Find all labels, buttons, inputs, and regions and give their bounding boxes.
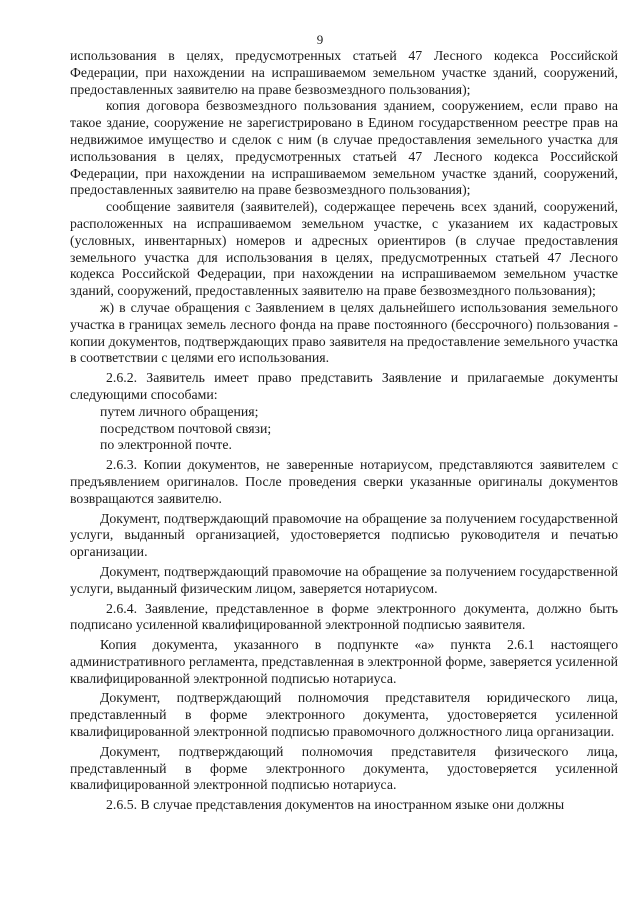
paragraph-item-zh: ж) в случае обращения с Заявлением в целях дальнейшего использования земельного участка в границах земель лесного фонда на праве постоянного (бессрочного) пользования - копии документов, подтверждающих право заявителя на предоставление земельного участка в соответствии с целями его использования. — [70, 299, 618, 366]
document-body — [70, 48, 618, 814]
paragraph-applicant-message: сообщение заявителя (заявителей), содержащее перечень всех зданий, сооружений, расположенных на испрашиваемом земельном участке, с указанием их кадастровых (условных, инвентарных) номеров и адресных ориентиров (в случае предоставления земельного участка для использования в целях, предусмотренных статьей 47 Лесного кодекса Российской Федерации, при нахождении на испрашиваемом земельном участке зданий, сооружений, предоставленных заявителю на праве безвозмездного пользования); — [70, 199, 618, 299]
paragraph-2-6-3: 2.6.3. Копии документов, не заверенные нотариусом, представляются заявителем с предъявлением оригиналов. После проведения сверки указанные оригиналы документов возвращаются заявителю. — [70, 457, 618, 506]
list-item-email: по электронной почте. — [100, 437, 232, 453]
page-number: 9 — [316, 32, 324, 47]
paragraph-legal-representative: Документ, подтверждающий полномочия представителя юридического лица, представленный в форме электронного документа, удостоверяется усиленной квалифицированной электронной подписью правомочного должностного лица организации. — [70, 690, 618, 740]
paragraph-2-6-2: 2.6.2. Заявитель имеет право представить Заявление и прилагаемые документы следующими способами: — [70, 370, 618, 402]
list-item-personal: путем личного обращения; — [100, 403, 259, 419]
paragraph-contract-copy: копия договора безвозмездного пользования зданием, сооружением, если право на такое здание, сооружение не зарегистрировано в Едином государственном реестре прав на недвижимое имущество и сделок с ним (в случае предоставления земельного участка для использования в целях, предусмотренных статьей 47 Лесного кодекса Российской Федерации, при нахождении на испрашиваемом земельном участке зданий, сооружений, предоставленных заявителю на праве безвозмездного пользования); — [70, 98, 618, 198]
paragraph-org-document: Документ, подтверждающий правомочие на обращение за получением государственной услуги, выданный организацией, удостоверяется подписью руководителя и печатью организации. — [70, 510, 618, 560]
paragraph-continuation: использования в целях, предусмотренных статьей 47 Лесного кодекса Российской Федерации, при нахождении на испрашиваемом земельном участке зданий, сооружений, предоставленных заявителю на праве безвозмездного пользования); — [70, 48, 618, 97]
paragraph-copy-2-6-1: Копия документа, указанного в подпункте «а» пункта 2.6.1 настоящего административного регламента, представленная в электронной форме, заверяется усиленной квалифицированной электронной подписью нотариуса. — [70, 637, 618, 686]
list-item-postal: посредством почтовой связи; — [100, 420, 272, 436]
paragraph-individual-representative: Документ, подтверждающий полномочия представителя физического лица, представленный в форме электронного документа, удостоверяется усиленной квалифицированной электронной подписью нотариуса. — [70, 743, 618, 793]
paragraph-person-document: Документ, подтверждающий правомочие на обращение за получением государственной услуги, выданный физическим лицом, заверяется нотариусом. — [70, 563, 618, 596]
paragraph-2-6-5: 2.6.5. В случае представления документов на иностранном языке они должны — [106, 797, 565, 813]
paragraph-2-6-4: 2.6.4. Заявление, представленное в форме электронного документа, должно быть подписано усиленной квалифицированной электронной подписью заявителя. — [70, 600, 618, 633]
